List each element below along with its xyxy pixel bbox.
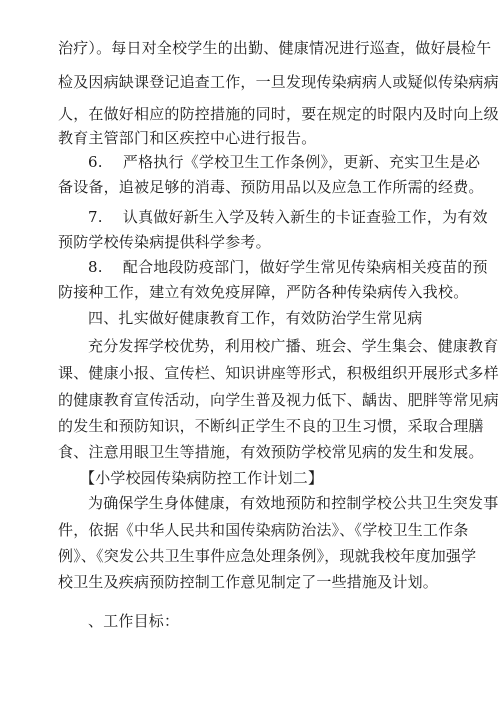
- list-item-6-line-2: 备设备，追被足够的消毒、预防用品以及应急工作所需的经费。: [58, 178, 484, 196]
- paragraph-line-5: 食、注意用眼卫生等措施，有效预防学校常见病的发生和发展。: [58, 443, 484, 461]
- paragraph-line-2: 课、健康小报、宣传栏、知识讲座等形式，积极组织开展形式多样: [58, 364, 499, 382]
- text-line-1: 治疗）。每日对全校学生的出勤、健康情况进行巡查，做好晨检午: [58, 39, 492, 57]
- list-item-7-line-1: 7. 认真做好新生入学及转入新生的卡证查验工作，为有效: [88, 208, 488, 226]
- paragraph-line-4: 的发生和预防知识，不断纠正学生不良的卫生习惯，采取合理膳: [58, 417, 484, 435]
- text-line-3: 人，在做好相应的防控措施的同时，要在规定的时限内及时向上级: [58, 105, 499, 123]
- list-item-8-line-1: 8. 配合地段防疫部门，做好学生常见传染病相关疫苗的预: [88, 258, 488, 276]
- text-line-2: 检及因病缺课登记追查工作，一旦发现传染病病人或疑似传染病病: [58, 73, 499, 91]
- plan-two-title: 【小学校园传染病防控工作计划二】: [80, 469, 324, 487]
- list-item-6-line-1: 6. 严格执行《学校卫生工作条例》，更新、充实卫生是必: [88, 153, 481, 171]
- list-item-7-line-2: 预防学校传染病提供科学参考。: [58, 233, 271, 251]
- plan-two-line-3: 例》、《突发公共卫生事件应急处理条例》，现就我校年度加强学: [58, 547, 477, 565]
- paragraph-line-1: 充分发挥学校优势，利用校广播、班会、学生集会、健康教育: [88, 337, 499, 355]
- paragraph-line-3: 的健康教育宣传活动，向学生普及视力低下、龋齿、肥胖等常见病: [58, 391, 499, 409]
- plan-two-line-2: 件，依据《中华人民共和国传染病防治法》、《学校卫生工作条: [58, 521, 469, 539]
- plan-two-line-4: 校卫生及疾病预防控制工作意见制定了一些措施及计划。: [58, 573, 439, 591]
- list-item-8-line-2: 防接种工作，建立有效免疫屏障，严防各种传染病传入我校。: [58, 283, 469, 301]
- work-goal-heading: 、工作目标：: [88, 612, 180, 630]
- plan-two-line-1: 为确保学生身体健康，有效地预防和控制学校公共卫生突发事: [88, 494, 499, 512]
- section-heading-four: 四、扎实做好健康教育工作，有效防治学生常见病: [88, 309, 423, 327]
- text-line-4: 教育主管部门和区疾控中心进行报告。: [58, 129, 317, 147]
